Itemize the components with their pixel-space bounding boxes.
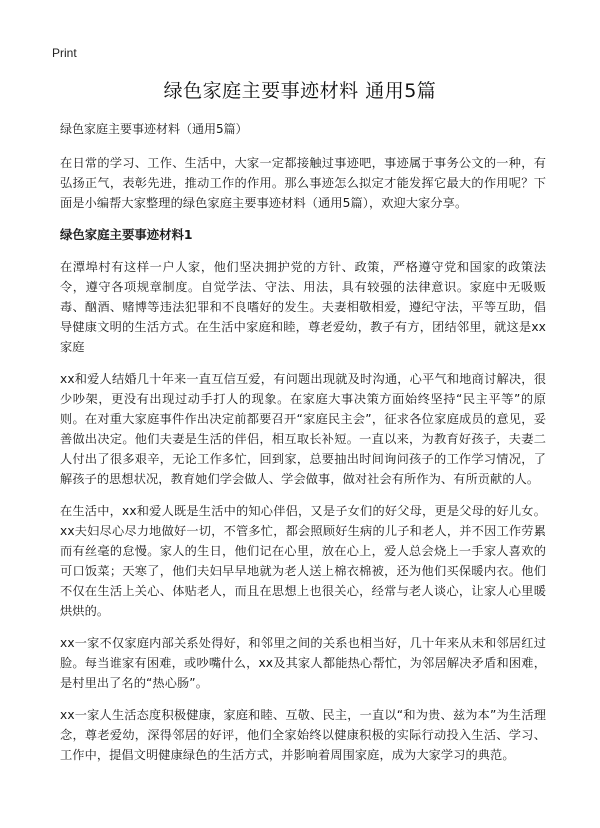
body-paragraph: xx和爱人结婚几十年来一直互信互爱，有问题出现就及时沟通，心平气和地商讨解决，很少吵架，更没有出现过动手打人的现象。在家庭大事决策方面始终坚持“民主平等”的原则。在对重大家庭事件作出决定前都要召开“家庭民主会”，征求各位家庭成员的意见，妥善做出决定。他们夫妻是生活的伴侣，相互取长补短。一直以来，为教育好孩子，夫妻二人付出了很多艰辛，无论工作多忙，回到家，总要抽出时间询问孩子的工作学习情况，了解孩子的思想状况，教育她们学会做人、学会做事，做对社会有所作为、有所贡献的人。 — [60, 372, 546, 486]
body-paragraph: xx一家人生活态度积极健康，家庭和睦、互敬、民主，一直以“和为贵、兹为本”为生活理念，尊老爱幼，深得邻居的好评，他们全家始终以健康积极的实际行动投入生活、学习、工作中，提倡文明健康绿色的生活方式，并影响着周围家庭，成为大家学习的典范。 — [60, 708, 546, 762]
body-paragraph: 在生活中，xx和爱人既是生活中的知心伴侣，又是子女们的好父母，更是父母的好儿女。xx夫妇尽心尽力地做好一切，不管多忙，都会照顾好生病的儿子和老人，并不因工作劳累而有丝毫的怠慢。家人的生日，他们记在心里，放在心上，爱人总会烧上一手家人喜欢的可口饭菜；天寒了，他们夫妇早早地就为老人送上棉衣棉被，还为他们买保暖内衣。他们不仅在生活上关心、体贴老人，而且在思想上也很关心，经常与老人谈心，让家人心里暖烘烘的。 — [60, 504, 546, 618]
document-subtitle: 绿色家庭主要事迹材料（通用5篇） — [60, 122, 248, 136]
document-title: 绿色家庭主要事迹材料 通用5篇 — [163, 80, 437, 102]
body-paragraph: xx一家不仅家庭内部关系处得好，和邻里之间的关系也相当好，几十年来从未和邻居红过脸。每当谁家有困难，或吵嘴什么，xx及其家人都能热心帮忙，为邻居解决矛盾和困难，是村里出了名的“热心肠”。 — [60, 636, 546, 690]
print-link[interactable]: Print — [52, 46, 77, 60]
document-body — [60, 120, 546, 777]
section-heading: 绿色家庭主要事迹材料1 — [60, 227, 193, 242]
body-paragraph: 在潭埠村有这样一户人家，他们坚决拥护党的方针、政策，严格遵守党和国家的政策法令，遵守各项规章制度。自觉学法、守法、用法，具有较强的法律意识。家庭中无吸贩毒、酗酒、赌博等违法犯罪和不良嗜好的发生。夫妻相敬相爱，遵纪守法，平等互助，倡导健康文明的生活方式。在生活中家庭和睦，尊老爱幼，教子有方，团结邻里，就这是xx家庭 — [60, 260, 546, 354]
intro-paragraph: 在日常的学习、工作、生活中，大家一定都接触过事迹吧，事迹属于事务公文的一种，有弘扬正气，表彰先进，推动工作的作用。那么事迹怎么拟定才能发挥它最大的作用呢？下面是小编帮大家整理的绿色家庭主要事迹材料（通用5篇），欢迎大家分享。 — [60, 156, 546, 210]
